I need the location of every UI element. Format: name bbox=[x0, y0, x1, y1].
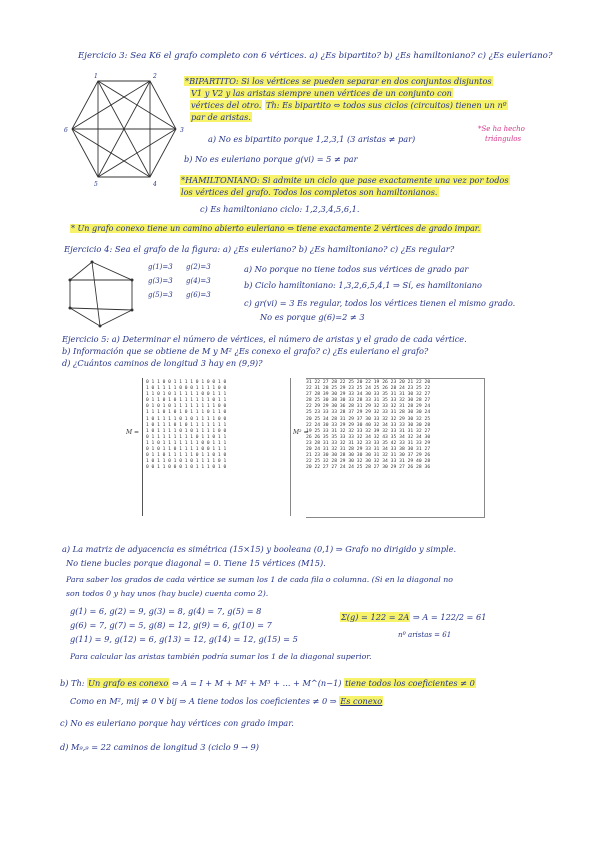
matrix-m2-row: 28 25 30 38 30 33 28 33 31 35 33 32 30 28 27 bbox=[306, 398, 431, 404]
m2-label: M² = bbox=[293, 429, 309, 436]
sol-a-2: No tiene bucles porque diagonal = 0. Tiene 15 vértices (M15). bbox=[66, 558, 326, 568]
bipartito-def: *BIPARTITO: Si los vértices se pueden separar en dos conjuntos disjuntos bbox=[185, 76, 492, 86]
ex3-answer-b: b) No es euleriano porque g(vi) = 5 ≠ par bbox=[184, 154, 358, 164]
pink-note-2: triángulos bbox=[485, 135, 522, 143]
ex4-answer-a: a) No porque no tiene todos sus vértices de grado par bbox=[244, 264, 469, 274]
degree-1: g(1)=3 bbox=[148, 263, 173, 271]
matrix-m-row: 1 0 1 1 1 1 0 1 0 1 1 1 1 0 0 bbox=[146, 428, 227, 434]
matrix-m-row: 0 1 1 0 0 1 1 1 1 0 1 0 0 1 0 bbox=[146, 380, 227, 385]
pink-note: *Se ha hecho bbox=[478, 125, 525, 133]
sol-a-5: Para calcular las aristas también podría sumar los 1 de la diagonal superior. bbox=[70, 652, 372, 661]
euler-path-note: * Un grafo conexo tiene un camino abierto euleriano ⇔ tiene exactamente 2 vértices de grado impar. bbox=[71, 224, 481, 233]
matrix-m-row: 0 1 1 1 1 1 1 1 1 0 1 1 0 1 1 bbox=[146, 434, 227, 440]
hex-label-5: 5 bbox=[94, 181, 98, 188]
ex5-title-1: Ejercicio 5: a) Determinar el número de vértices, el número de aristas y el grado de cada vértice. bbox=[62, 334, 467, 344]
matrix-m-row: 1 0 1 1 1 1 0 0 0 1 1 1 1 0 0 bbox=[146, 386, 227, 392]
matrix-m2-row: 20 25 34 28 31 29 37 30 33 32 32 29 30 32 25 bbox=[306, 416, 431, 422]
matrix-m2-row: 22 24 30 33 29 29 30 40 32 34 33 33 30 30 28 bbox=[306, 422, 431, 428]
sol-a-1: a) La matriz de adyacencia es simétrica (15×15) y booleana (0,1) ⇒ Grafo no dirigido y simple. bbox=[62, 544, 457, 554]
degrees-row-1: g(1) = 6, g(2) = 9, g(3) = 8, g(4) = 7, g(5) = 8 bbox=[70, 606, 262, 616]
sol-c: c) No es euleriano porque hay vértices con grado impar. bbox=[60, 718, 294, 728]
matrix-m2-row: 19 25 33 31 32 32 33 32 39 32 33 31 31 32 27 bbox=[306, 428, 431, 434]
sol-b-2: Como en M², mij ≠ 0 ∀ bij ⇒ A tiene todos los coeficientes ≠ 0 ⇒ Es conexo bbox=[70, 696, 383, 706]
matrix-m2-row: 20 24 31 32 31 28 29 33 31 34 33 38 30 31 27 bbox=[306, 447, 431, 453]
hex-label-6: 6 bbox=[64, 127, 68, 134]
matrix-m-row: 1 0 1 1 0 1 0 1 0 1 1 1 1 0 1 bbox=[146, 459, 227, 465]
degree-5: g(5)=3 bbox=[148, 291, 173, 299]
hex-label-2: 2 bbox=[153, 73, 157, 80]
matrix-m2-row: 26 26 35 35 33 33 32 34 32 43 35 34 32 34 30 bbox=[306, 434, 431, 440]
matrix-divider bbox=[290, 378, 291, 516]
matrix-m2-row: 22 29 29 30 36 28 31 29 32 33 32 31 28 29 24 bbox=[306, 404, 431, 410]
matrix-m-row: 1 1 0 1 1 1 1 1 1 1 0 0 1 1 1 bbox=[146, 440, 227, 446]
degree-4: g(4)=3 bbox=[186, 277, 211, 285]
matrix-m-row: 1 0 1 1 1 1 0 1 0 1 1 1 1 0 0 bbox=[146, 416, 227, 422]
ex4-answer-c: c) gr(vi) = 3 Es regular, todos los vértices tienen el mismo grado. bbox=[244, 298, 516, 308]
degrees-row-2: g(6) = 7, g(7) = 5, g(8) = 12, g(9) = 6, g(10) = 7 bbox=[70, 620, 272, 630]
matrix-m-row: 0 1 0 1 0 1 1 1 1 1 1 1 1 0 0 bbox=[146, 404, 227, 410]
bipartito-th-2: par de aristas. bbox=[191, 112, 251, 122]
ex5-title-3: d) ¿Cuántos caminos de longitud 3 hay en (9,9)? bbox=[62, 358, 263, 368]
matrix-m2-row: 23 28 31 33 32 31 32 33 33 35 42 33 31 33 29 bbox=[306, 440, 431, 446]
matrix-m-row: 0 1 0 1 1 0 1 1 1 1 0 0 1 1 1 bbox=[146, 447, 227, 453]
hex-label-4: 4 bbox=[153, 181, 157, 188]
ex4-answer-c2: No es porque g(6)=2 ≠ 3 bbox=[260, 312, 365, 322]
degree-2: g(2)=3 bbox=[186, 263, 211, 271]
matrix-m2-frame bbox=[306, 378, 485, 518]
bipartito-def-2: V1 y V2 y las aristas siempre unen vértices de un conjunto con bbox=[191, 88, 452, 98]
hamiltoniano-def-2: los vértices del grafo. Todos los completos son hamiltonianos. bbox=[181, 187, 438, 197]
matrix-m-row: 1 1 1 0 1 0 1 0 1 1 1 0 1 1 0 bbox=[146, 410, 227, 416]
ex4-title: Ejercicio 4: Sea el grafo de la figura: a) ¿Es euleriano? b) ¿Es hamiltoniano? c) ¿Es regular? bbox=[64, 244, 455, 254]
matrix-m bbox=[146, 380, 226, 471]
matrix-m2-row: 25 23 33 33 28 37 29 29 32 33 31 28 30 30 24 bbox=[306, 410, 431, 416]
sol-a-3: Para saber los grados de cada vértice se suman los 1 de cada fila o columna. (Si en la diagonal no bbox=[66, 575, 453, 584]
matrix-m2-row: 21 23 30 30 28 30 30 30 31 32 31 30 37 29 26 bbox=[306, 453, 431, 459]
ex5-title-2: b) Información que se obtiene de M y M² ¿Es conexo el grafo? c) ¿Es euleriano el grafo? bbox=[62, 346, 429, 356]
matrix-m2-row: 31 22 27 28 22 25 20 22 19 26 23 20 21 22 20 bbox=[306, 380, 431, 385]
sol-b-1: b) Th: Un grafo es conexo ⇔ A = I + M + M² + M³ + ... + M^(n−1) tiene todos los coeficientes ≠ 0 bbox=[60, 678, 475, 688]
hex-label-3: 3 bbox=[180, 127, 184, 134]
sol-d: d) M₉,₉ = 22 caminos de longitud 3 (ciclo 9 → 9) bbox=[60, 742, 259, 752]
matrix-m-row: 0 0 1 1 0 0 0 1 0 1 1 1 0 1 0 bbox=[146, 465, 227, 471]
matrix-m2-row: 22 25 32 28 29 30 32 30 32 34 33 31 29 40 28 bbox=[306, 459, 431, 465]
degree-3: g(3)=3 bbox=[148, 277, 173, 285]
ex4-answer-b: b) Ciclo hamiltoniano: 1,3,2,6,5,4,1 ⇒ Sí, es hamiltoniano bbox=[244, 280, 482, 290]
hexagon-graph-k6 bbox=[58, 73, 188, 188]
bipartito-def-3: vértices del otro. Th: Es bipartito ⇔ todos sus ciclos (circuitos) tienen un nº bbox=[191, 100, 507, 110]
degree-6: g(6)=3 bbox=[186, 291, 211, 299]
matrix-m-row: 1 1 0 1 0 1 1 1 1 1 0 0 1 1 1 bbox=[146, 392, 227, 398]
ex3-answer-a: a) No es bipartito porque 1,2,3,1 (3 aristas ≠ par) bbox=[208, 134, 416, 144]
ex4-graph bbox=[62, 258, 142, 330]
matrix-m2-row: 27 28 39 30 29 33 34 30 33 35 31 31 30 32 27 bbox=[306, 392, 431, 398]
ex3-title: Ejercicio 3: Sea K6 el grafo completo con 6 vértices. a) ¿Es bipartito? b) ¿Es hamiltoniano? c) ¿Es euleriano? bbox=[78, 51, 553, 61]
matrix-m-row: 1 0 1 1 1 0 1 0 1 1 1 1 1 1 1 bbox=[146, 422, 227, 428]
degrees-row-3: g(11) = 9, g(12) = 6, g(13) = 12, g(14) = 12, g(15) = 5 bbox=[70, 634, 298, 644]
matrix-m-row: 0 1 1 0 1 0 1 1 1 1 1 1 0 1 1 bbox=[146, 398, 227, 404]
ex3-answer-c: c) Es hamiltoniano ciclo: 1,2,3,4,5,6,1. bbox=[200, 204, 360, 214]
m-label: M = bbox=[126, 429, 140, 436]
hamiltoniano-def: *HAMILTONIANO: Si admite un ciclo que pase exactamente una vez por todos bbox=[181, 175, 509, 185]
sol-a-4: son todos 0 y hay unos (hay bucle) cuenta como 2). bbox=[66, 589, 269, 598]
hex-label-1: 1 bbox=[94, 73, 98, 80]
sum-degrees: Σ(g) = 122 = 2A ⇒ A = 122/2 = 61 bbox=[341, 612, 487, 622]
matrix-m2-row: 20 22 27 27 24 24 25 28 27 30 29 27 26 28 36 bbox=[306, 465, 431, 471]
matrix-m-row: 0 1 1 0 1 1 1 1 1 0 1 1 0 1 0 bbox=[146, 453, 227, 459]
num-aristas: nº aristas = 61 bbox=[398, 631, 452, 639]
matrix-m2-row: 22 31 28 25 29 23 25 24 25 26 28 24 23 25 22 bbox=[306, 386, 431, 392]
